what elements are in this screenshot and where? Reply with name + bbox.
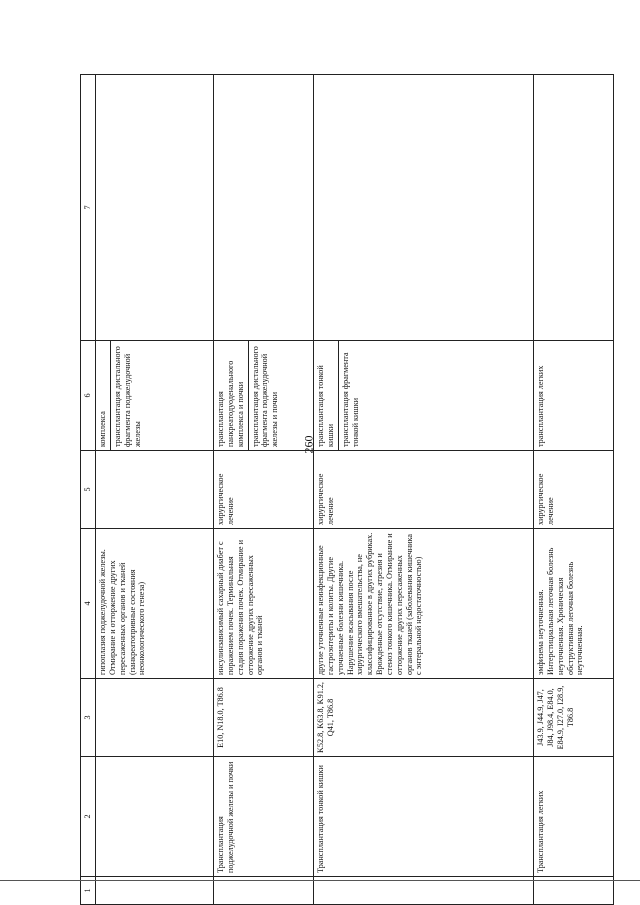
table-row	[314, 75, 534, 905]
treatment-table	[80, 74, 614, 905]
diagnosis-cell: эмфизема неуточненная. Интерстициальная легочная болезнь неуточненная. Хроническая обструктивная легочная болезнь неуточненная.	[534, 529, 614, 679]
treatment-cell	[96, 451, 214, 529]
column-header: 6	[81, 341, 96, 451]
method-item: комплекса	[98, 411, 107, 447]
name-cell: Трансплантация тонкой кишки	[314, 757, 534, 877]
col7-cell	[214, 75, 314, 341]
method-item: трансплантация тонкой кишки	[316, 365, 335, 447]
methods-cell	[214, 341, 314, 451]
method-item: трансплантация дистального фрагмента поджелудочной железы	[110, 341, 143, 450]
method-item: трансплантация фрагмента тонкой кишки	[338, 341, 361, 450]
table-header-row	[81, 75, 96, 905]
column-header: 4	[81, 529, 96, 679]
col7-cell	[314, 75, 534, 341]
method-item: трансплантация панкреатодуоденального комплекса и почки	[216, 360, 245, 447]
scan-edge-line	[0, 880, 640, 881]
column-header: 5	[81, 451, 96, 529]
diagnosis-cell: другие уточненные неинфекционные гастроэнтериты и колиты. Другие уточненные болезни кишечника. Нарушение всасывания после хирургического вмешательства, не классифицированное в других рубриках. Врожденные отсутствие, атрезия и стеноз тонкого кишечника. Отмирание и отторжение других пересаженных органов тканей (заболевания кишечника с энтеральной недостаточностью)	[314, 529, 534, 679]
col7-cell	[534, 75, 614, 341]
name-cell: Трансплантация поджелудочной железы и почки	[214, 757, 314, 877]
column-header: 2	[81, 757, 96, 877]
method-item: трансплантация легких	[536, 365, 545, 447]
methods-cell	[534, 341, 614, 451]
name-cell: Трансплантация легких	[534, 757, 614, 877]
diagnosis-cell: гипоплазия поджелудочной железы. Отмирание и отторжение других пересаженных органов и тканей (панкреатопривные состояния неонкологического генеза)	[96, 529, 214, 679]
diagnosis-cell: инсулинзависимый сахарный диабет с поражением почек. Терминальная стадия поражения почек. Отмирание и отторжение других пересаженных органов и тканей	[214, 529, 314, 679]
table-row	[534, 75, 614, 905]
treatment-cell: хирургическое лечение	[214, 451, 314, 529]
column-header: 7	[81, 75, 96, 341]
table-row	[96, 75, 214, 905]
method-item: трансплантация дистального фрагмента поджелудочной железы и почки	[248, 341, 281, 450]
codes-cell: E10, N18.0, T86.8	[214, 679, 314, 757]
codes-cell: J43.9, J44.9, J47, J84, J98.4, E84.0, E84.9, I27.0, I28.9, T86.8	[534, 679, 614, 757]
treatment-cell: хирургическое лечение	[534, 451, 614, 529]
codes-cell: K52.8, K63.8, K91.2, Q41, T86.8	[314, 679, 534, 757]
table-row	[214, 75, 314, 905]
page-number: 260	[301, 435, 316, 454]
column-header: 3	[81, 679, 96, 757]
treatment-cell: хирургическое лечение	[314, 451, 534, 529]
codes-cell	[96, 679, 214, 757]
col7-cell	[96, 75, 214, 341]
methods-cell	[96, 341, 214, 451]
column-header: 1	[81, 877, 96, 905]
rotated-table-sheet	[80, 0, 640, 905]
methods-cell	[314, 341, 534, 451]
name-cell	[96, 757, 214, 877]
